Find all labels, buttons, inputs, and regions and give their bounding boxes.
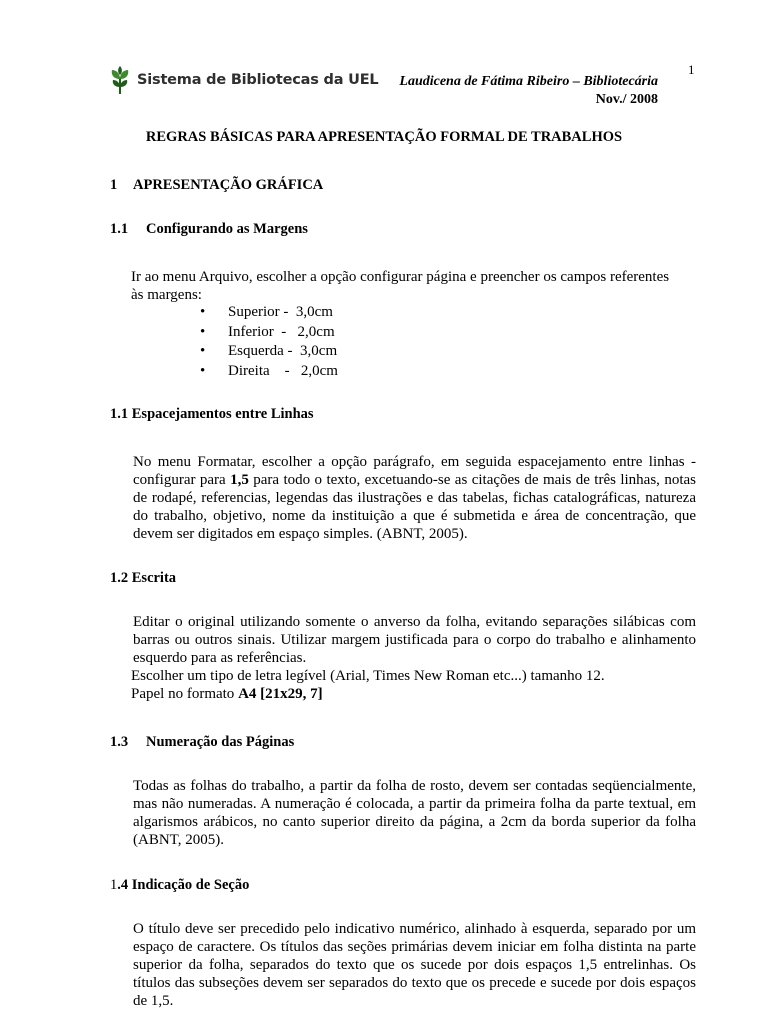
document-date: Nov./ 2008 bbox=[595, 92, 658, 107]
library-logo bbox=[109, 65, 378, 95]
section-label: APRESENTAÇÃO GRÁFICA bbox=[133, 177, 324, 193]
page-number: 1 bbox=[688, 62, 695, 77]
list-item: • Inferior - 2,0cm bbox=[200, 323, 338, 343]
paper-format: A4 [21x29, 7] bbox=[238, 686, 323, 702]
section-heading-1 bbox=[110, 176, 323, 194]
writing-paragraph: Editar o original utilizando somente o anverso da folha, evitando separações silábicas com barras ou outros sinais. Utilizar margem justificada para o corpo do trabalho e alinhamento esquerdo para as referências. bbox=[133, 614, 696, 666]
font-line: Escolher um tipo de letra legível (Arial, Times New Roman etc...) tamanho 12. bbox=[131, 668, 605, 684]
heading-spacing: 1.1 Espacejamentos entre Linhas bbox=[110, 406, 314, 422]
heading-writing: 1.2 Escrita bbox=[110, 570, 177, 586]
header-author-block bbox=[399, 73, 658, 109]
spacing-value: 1,5 bbox=[230, 472, 249, 488]
heading-prefix: 1 bbox=[110, 877, 118, 893]
leaf-icon bbox=[109, 65, 131, 95]
margins-intro-line1: Ir ao menu Arquivo, escolher a opção configurar página e preencher os campos referentes bbox=[131, 269, 670, 285]
margin-list bbox=[200, 303, 338, 381]
heading-label: Numeração das Páginas bbox=[146, 734, 295, 750]
paper-prefix: Papel no formato bbox=[131, 686, 239, 702]
document-title: REGRAS BÁSICAS PARA APRESENTAÇÃO FORMAL DE TRABALHOS bbox=[145, 129, 623, 145]
list-item: • Esquerda - 3,0cm bbox=[200, 342, 338, 362]
heading-numbering bbox=[110, 733, 294, 751]
numbering-paragraph: Todas as folhas do trabalho, a partir da folha de rosto, devem ser contadas seqüencialmente, mas não numeradas. A numeração é colocada, a partir da primeira folha da parte textual, em algarismos arábicos, no canto superior direito da página, a 2cm da borda superior da folha (ABNT, 2005). bbox=[133, 778, 696, 848]
logo-text: Sistema de Bibliotecas da UEL bbox=[137, 72, 379, 88]
margins-intro-line2: às margens: bbox=[131, 287, 202, 303]
list-item: • Direita - 2,0cm bbox=[200, 362, 338, 382]
list-item: • Superior - 3,0cm bbox=[200, 303, 338, 323]
heading-label: Configurando as Margens bbox=[146, 221, 308, 237]
heading-margins bbox=[110, 220, 308, 238]
spacing-text-end: para todo o texto, excetuando-se as citações de mais de três linhas, notas de rodapé, referencias, legendas das ilustrações e das tabelas, fichas catalográficas, natureza do trabalho, objetivo, nome da instituição a que é submetida e área de concentração, que devem ser digitados em espaço simples. (ABNT, 2005). bbox=[133, 472, 696, 542]
heading-number: 1.3 bbox=[110, 734, 129, 750]
spacing-text-start: No menu Formatar, escolher a opção parágrafo, em seguida espacejamento entre linhas - configurar para bbox=[133, 454, 696, 488]
author-name: Laudicena de Fátima Ribeiro – Bibliotecária bbox=[399, 74, 658, 89]
heading-number: 1.1 bbox=[110, 221, 129, 237]
heading-label: .4 Indicação de Seção bbox=[117, 877, 250, 893]
paper-line bbox=[131, 685, 323, 703]
section-number: 1 bbox=[110, 177, 118, 193]
heading-section-indication bbox=[110, 876, 249, 894]
section-indication-paragraph: O título deve ser precedido pelo indicativo numérico, alinhado à esquerda, separado por um espaço de caractere. Os títulos das seções primárias devem iniciar em folha distinta na parte superior da folha, separados do texto que os sucede por dois espaços 1,5 entrelinhas. Os títulos das subseções devem ser separados do texto que os precede e sucede por dois espaços de 1,5. bbox=[133, 921, 696, 1009]
spacing-paragraph bbox=[133, 453, 696, 543]
